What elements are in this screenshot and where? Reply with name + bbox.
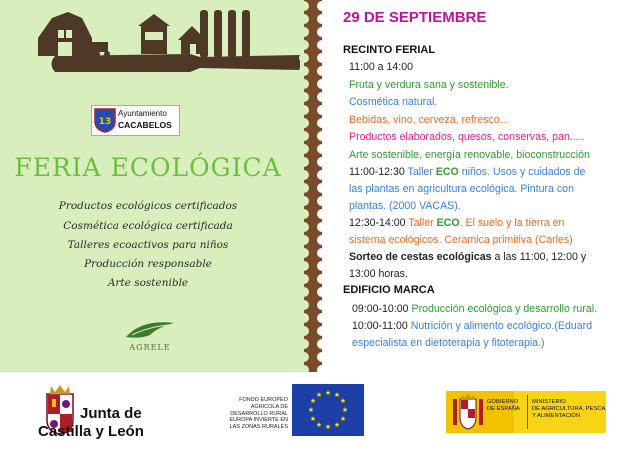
- schedule-item: Fruta y verdura sana y sostenible.: [349, 79, 509, 91]
- gobierno-line: DE ESPAÑA: [487, 406, 520, 412]
- svg-text:★: ★: [309, 415, 317, 423]
- svg-text:★: ★: [333, 421, 341, 429]
- eu-flag-icon: [292, 384, 364, 436]
- feader-line: DESARROLLO RURAL: [230, 410, 288, 417]
- workshop-2-text: . El suelo y la tierra en: [459, 217, 565, 229]
- ministerio-line: MINISTERIO: [532, 399, 566, 405]
- gobierno-line: GOBIERNO: [487, 399, 519, 405]
- svg-text:★: ★: [333, 391, 341, 399]
- junta-label-2: Castilla y León: [38, 423, 144, 440]
- feader-text: [226, 397, 288, 431]
- workshop-1-line: plantas. (2000 VACAS).: [349, 200, 461, 212]
- marca-2-time: 10:00-11:00: [352, 320, 408, 332]
- feature-item: Talleres ecoactivos para niños: [67, 239, 229, 251]
- marca-1-text: Producción ecológica y desarrollo rural.: [411, 303, 597, 315]
- junta-label-1: Junta de: [80, 405, 142, 422]
- venue-recinto-ferial: RECINTO FERIAL: [343, 44, 436, 56]
- svg-text:★: ★: [307, 406, 315, 414]
- svg-text:★: ★: [315, 391, 323, 399]
- gobierno-label: [487, 399, 520, 413]
- schedule-item: Productos elaborados, quesos, conservas, pan.....: [349, 131, 585, 143]
- raffle-title: Sorteo de cestas ecológicas: [349, 251, 492, 263]
- stamp-edge-divider: [296, 0, 336, 372]
- workshop-2-time: 12:30-14:00: [349, 217, 406, 229]
- workshop-1-line: las plantas en agricultura ecológica. Pintura con: [349, 183, 574, 195]
- spain-coat-of-arms-icon: [452, 393, 484, 431]
- feader-line: AGRICOLA DE: [250, 403, 288, 410]
- cacabelos-shield-icon: [94, 108, 116, 133]
- cacabelos-label: CACABELOS: [118, 120, 172, 130]
- schedule-item: Bebidas, vino, cerveza, refresco...: [349, 114, 509, 126]
- agrele-leaf-icon: [122, 317, 178, 341]
- left-panel: [0, 0, 322, 372]
- svg-text:★: ★: [324, 423, 332, 431]
- raffle-times: a las 11:00, 12:00 y: [494, 251, 587, 263]
- feader-line: LAS ZONAS RURALES: [229, 424, 288, 431]
- footer-logos: [0, 372, 635, 449]
- feature-item: Cosmética ecológica certificada: [63, 220, 233, 232]
- svg-text:★: ★: [339, 415, 347, 423]
- schedule-item: Cosmética natural.: [349, 96, 438, 108]
- workshop-1-time: 11:00-12:30: [349, 166, 405, 178]
- ministerio-divider: [527, 395, 528, 429]
- svg-text:★: ★: [341, 406, 349, 414]
- workshop-1-eco: ECO: [435, 166, 459, 178]
- marca-1-line: [352, 302, 597, 316]
- feature-item: Productos ecológicos certificados: [58, 200, 238, 212]
- feader-line: FONDO EUROPEO: [239, 397, 288, 403]
- workshop-1-line: [349, 165, 585, 179]
- workshop-2-line: sistema ecológicos. Ceramica primitiva (Carles): [349, 234, 573, 246]
- svg-text:13: 13: [98, 117, 112, 127]
- event-date: 29 DE SEPTIEMBRE: [343, 9, 487, 26]
- venue-edificio-marca: EDIFICIO MARCA: [343, 284, 435, 296]
- workshop-2-line: [349, 216, 564, 230]
- ayuntamiento-label: Ayuntamiento: [118, 109, 167, 118]
- svg-text:★: ★: [309, 397, 317, 405]
- workshop-2-prefix: Taller: [408, 217, 434, 229]
- feader-line: EUROPA INVIERTE EN: [229, 417, 288, 424]
- ayuntamiento-badge: [91, 105, 180, 136]
- schedule-item: Arte sostenible, energía renovable, bioconstrucción: [349, 149, 590, 161]
- workshop-1-text: niños. Usos y cuidados de: [461, 166, 586, 178]
- ministerio-line: Y ALIMENTACIÓN: [532, 413, 581, 419]
- agrele-logo-text: AGRELE: [129, 343, 171, 352]
- page-title: FERIA ECOLÓGICA: [14, 153, 282, 182]
- schedule-time: 11:00 a 14:00: [349, 61, 414, 73]
- workshop-1-prefix: Taller: [407, 166, 433, 178]
- raffle-line: [349, 250, 586, 264]
- marca-2-line: [352, 319, 592, 333]
- ministerio-label: [532, 399, 605, 420]
- raffle-line: 13:00 horas.: [349, 268, 408, 280]
- marca-2-text: Nutrición y alimento ecológico.(Eduard: [410, 320, 593, 332]
- marca-2-line: especialista en dietoterapia y fitoterapia.): [352, 337, 545, 349]
- ministerio-line: DE AGRICULTURA, PESCA: [532, 406, 606, 412]
- svg-text:★: ★: [324, 389, 332, 397]
- fork-farm-illustration: [0, 0, 300, 100]
- workshop-2-eco: ECO: [436, 217, 460, 229]
- marca-1-time: 09:00-10:00: [352, 303, 409, 315]
- svg-text:★: ★: [339, 397, 347, 405]
- feature-item: Producción responsable: [84, 258, 212, 270]
- feature-item: Arte sostenible: [107, 277, 189, 289]
- svg-text:★: ★: [315, 421, 323, 429]
